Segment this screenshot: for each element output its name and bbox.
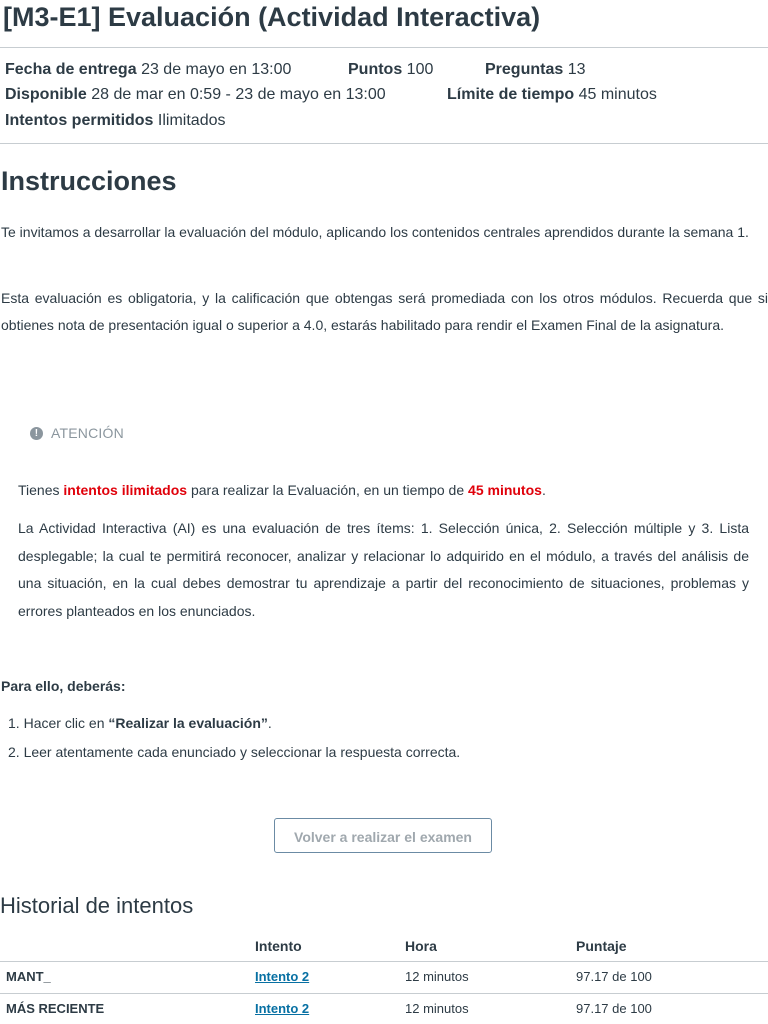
- attempt-link[interactable]: Intento 2: [255, 1001, 310, 1016]
- page-title: [M3-E1] Evaluación (Actividad Interactiva): [3, 2, 541, 32]
- attempts-allowed: [5, 112, 225, 130]
- attempt-link[interactable]: Intento 2: [255, 969, 310, 984]
- activity-description: La Actividad Interactiva (AI) es una evaluación de tres ítems: 1. Selección única, 2. Selección múltiple y 3. Lista desplegable; la cual te permitirá reconocer, analizar y relacionar lo adquirido en el módulo, a través del análisis de una situación, en la cual debes demostrar tu aprendizaje a partir del reconocimiento de situaciones, problemas y errores planteados en los enunciados.: [18, 520, 749, 619]
- due-date: [5, 61, 291, 79]
- meta-divider: [0, 143, 768, 144]
- time-highlight: 45 minutos: [468, 482, 542, 498]
- availability-label: Disponible: [5, 86, 87, 103]
- exclamation-circle-icon: !: [30, 427, 43, 440]
- row-label: MÁS RECIENTE: [6, 1001, 105, 1016]
- step-2-text: Leer atentamente cada enunciado y seleccionar la respuesta correcta.: [23, 744, 461, 760]
- step-1-text: Hacer clic en: [23, 715, 109, 731]
- retake-quiz-button[interactable]: Volver a realizar el examen: [274, 818, 492, 853]
- due-date-value: 23 de mayo en 13:00: [141, 61, 292, 78]
- attention-label: ATENCIÓN: [51, 425, 124, 441]
- attempts-allowed-label: Intentos permitidos: [5, 112, 154, 129]
- step-1-period: .: [267, 715, 272, 731]
- steps-heading: Para ello, deberás:: [1, 678, 126, 694]
- attempt-time: 12 minutos: [405, 1001, 469, 1016]
- points-label: Puntos: [348, 61, 403, 78]
- attempts-notice-text-2: para realizar la Evaluación, en un tiempo de: [187, 482, 469, 498]
- points: [348, 61, 433, 79]
- column-header-time: Hora: [405, 938, 437, 954]
- time-limit: [447, 86, 657, 104]
- availability: [5, 86, 386, 104]
- instructions-heading: Instrucciones: [1, 166, 177, 196]
- attempt-score: 97.17 de 100: [576, 1001, 652, 1016]
- step-2-number: 2.: [8, 744, 20, 760]
- step-1-number: 1.: [8, 715, 20, 731]
- attempt-history-heading: Historial de intentos: [0, 893, 194, 918]
- attempts-allowed-value: Ilimitados: [157, 112, 226, 129]
- time-limit-value: 45 minutos: [578, 86, 657, 103]
- unlimited-attempts-highlight: intentos ilimitados: [63, 482, 188, 498]
- step-1-emphasis: “Realizar la evaluación”: [108, 715, 268, 731]
- table-row-divider: [0, 993, 768, 994]
- time-limit-label: Límite de tiempo: [447, 86, 575, 103]
- attempts-notice: [18, 477, 749, 505]
- column-header-attempt: Intento: [255, 938, 302, 954]
- attempt-score: 97.17 de 100: [576, 969, 652, 984]
- attempt-time: 12 minutos: [405, 969, 469, 984]
- questions: [485, 61, 586, 79]
- table-header-divider: [0, 961, 768, 962]
- row-label: MANT_: [6, 969, 51, 984]
- points-value: 100: [406, 61, 434, 78]
- attempts-notice-text-1: Tienes: [18, 482, 64, 498]
- questions-label: Preguntas: [485, 61, 564, 78]
- questions-value: 13: [567, 61, 586, 78]
- step-2: [8, 744, 460, 760]
- instructions-paragraph-2: Esta evaluación es obligatoria, y la calificación que obtengas será promediada con los otros módulos. Recuerda que si obtienes nota de presentación igual o superior a 4.0, estarás habilitado para rendir el Examen Final de la asignatura.: [1, 290, 768, 333]
- instructions-paragraph-1: Te invitamos a desarrollar la evaluación del módulo, aplicando los contenidos centrales aprendidos durante la semana 1.: [1, 224, 749, 240]
- column-header-score: Puntaje: [576, 938, 627, 954]
- title-divider: [0, 47, 768, 48]
- due-date-label: Fecha de entrega: [5, 61, 137, 78]
- attempts-notice-text-3: .: [541, 482, 546, 498]
- availability-value: 28 de mar en 0:59 - 23 de mayo en 13:00: [91, 86, 386, 103]
- attention-header: [30, 425, 124, 441]
- step-1: [8, 715, 272, 731]
